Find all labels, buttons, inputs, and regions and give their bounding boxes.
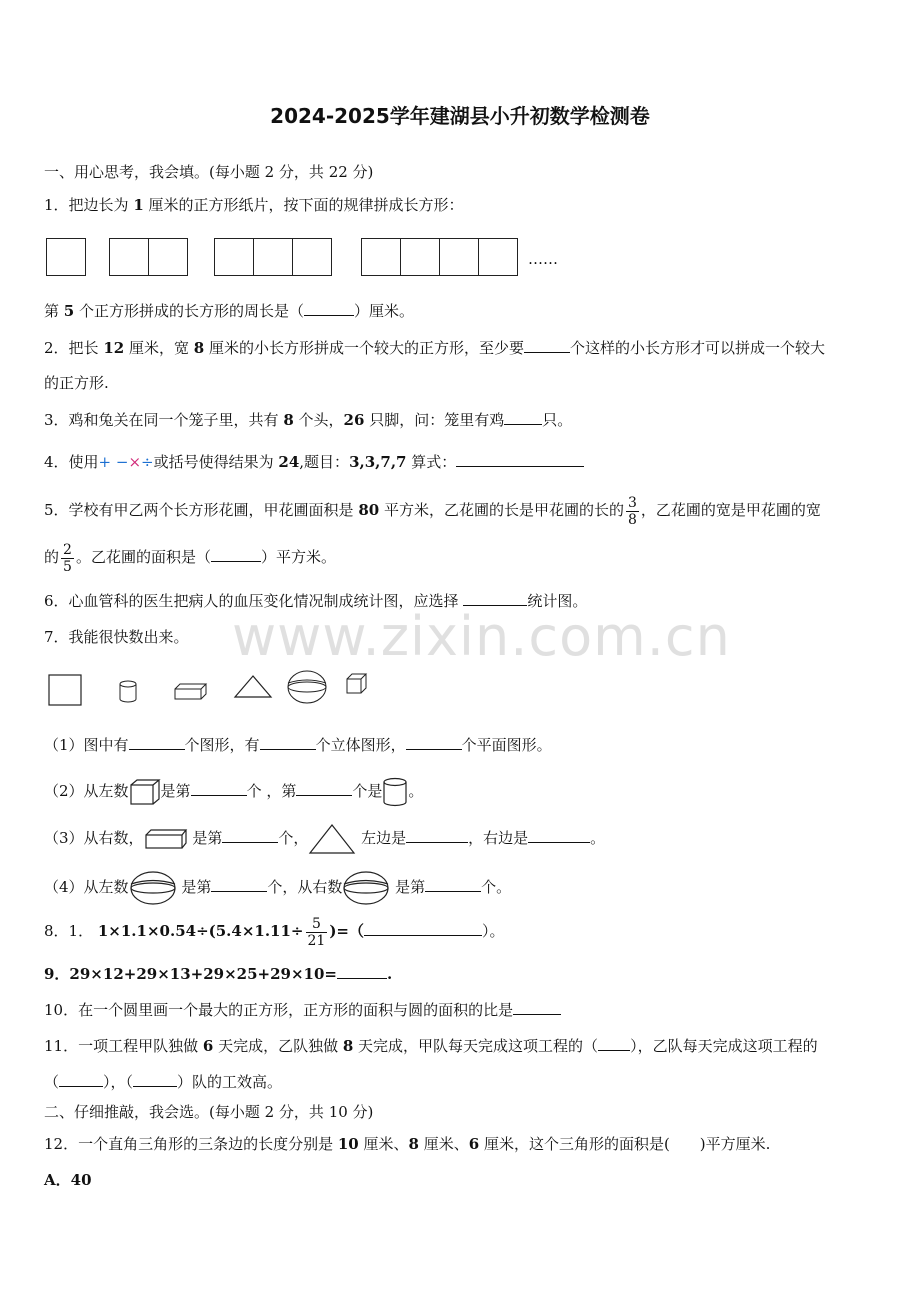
question-3: 3．鸡和兔关在同一个笼子里，共有 8 个头，26 只脚，问：笼里有鸡 只。 [44,411,573,429]
answer-blank[interactable] [222,828,278,843]
square-strip-1 [46,238,86,276]
square [253,238,293,276]
triangle-shape [235,676,271,697]
question-4: 4．使用+ −×÷或括号使得结果为 24,题目：3,3,7,7 算式： [44,452,584,472]
question-9: 9．29×12+29×13+29×25+29×10= . [44,965,393,983]
sphere-shape [288,671,326,703]
question-5-line-2: 的 $\frac{2}{5}$ 。乙花圃的面积是（ ）平方米。 [44,541,336,575]
square [361,238,401,276]
answer-blank[interactable] [304,301,354,316]
answer-blank[interactable] [406,828,468,843]
sphere-icon [129,870,177,906]
answer-blank[interactable] [296,781,352,796]
answer-blank[interactable] [337,964,387,979]
answer-blank[interactable] [364,921,482,936]
square-strip-3 [214,238,332,276]
square [400,238,440,276]
answer-blank[interactable] [133,1072,177,1087]
answer-blank[interactable] [524,338,570,353]
answer-blank[interactable] [513,1000,561,1015]
square [478,238,518,276]
cube-shape [347,674,366,693]
sphere-icon [342,870,390,906]
answer-blank[interactable] [504,410,542,425]
shapes-row [44,668,384,712]
watermark: www.zixin.com.cn [232,605,731,668]
question-12: 12．一个直角三角形的三条边的长度分别是 10 厘米、8 厘米、6 厘米，这个三角形的面积是( )平方厘米. [44,1135,771,1153]
question-7-part-3: （3）从右数， 是第 个， 左边是 ，右边是 。 [44,823,605,855]
question-6: 6．心血管科的医生把病人的血压变化情况制成统计图，应选择 统计图。 [44,592,588,610]
answer-blank[interactable] [129,735,185,750]
cylinder-icon [382,777,408,807]
cuboid-shape [175,684,206,699]
answer-blank[interactable] [528,828,590,843]
fraction: $\frac{5}{21}$ [307,915,326,949]
question-2-line-2: 的正方形. [44,374,109,392]
answer-blank[interactable] [463,591,527,606]
answer-blank[interactable] [456,452,584,467]
cylinder-shape [120,681,136,702]
question-11: 11．一项工程甲队独做 6 天完成，乙队独做 8 天完成，甲队每天完成这项工程的（ ），乙队每天完成这项工程的 [44,1037,818,1055]
answer-blank[interactable] [406,735,462,750]
question-10: 10．在一个圆里画一个最大的正方形，正方形的面积与圆的面积的比是 [44,1000,561,1020]
square [148,238,188,276]
square-shape [49,675,81,705]
question-11-line-2: （ ），（ ）队的工效高。 [44,1073,283,1091]
question-7: 7．我能很快数出来。 [44,628,189,646]
cube-icon [129,778,161,806]
square [439,238,479,276]
question-1: 1．把边长为 1 厘米的正方形纸片，按下面的规律拼成长方形： [44,196,464,214]
cuboid-icon [144,828,188,850]
square-strip-4 [361,238,518,276]
answer-blank[interactable] [191,781,247,796]
answer-blank[interactable] [211,877,267,892]
square [214,238,254,276]
ellipsis: …… [528,250,558,268]
answer-blank[interactable] [425,877,481,892]
question-2: 2．把长 12 厘米，宽 8 厘米的小长方形拼成一个较大的正方形，至少要 个这样的小长方形才可以拼成一个较大 [44,339,825,357]
question-7-part-4: （4）从左数 是第 个，从右数 是第 个。 [44,870,511,906]
square-strip-2 [109,238,188,276]
section-heading-2: 二、仔细推敲，我会选。(每小题 2 分，共 10 分) [44,1103,374,1121]
answer-blank[interactable] [260,735,316,750]
answer-blank[interactable] [598,1036,630,1051]
answer-blank[interactable] [211,547,261,562]
fraction: $\frac{2}{5}$ [63,541,72,575]
triangle-icon [308,823,356,855]
question-7-part-2: （2）从左数 是第 个 ，第 个是 。 [44,777,423,807]
question-5: 5．学校有甲乙两个长方形花圃，甲花圃面积是 80 平方米，乙花圃的长是甲花圃的长的 $\frac{3}{8}$ ，乙花圃的宽是甲花圃的宽 [44,494,821,528]
fraction: $\frac{3}{8}$ [627,494,637,528]
section-heading-1: 一、用心思考，我会填。(每小题 2 分，共 22 分) [44,163,374,181]
option-a[interactable]: A．40 [44,1171,92,1189]
question-8: 8．1． 1×1.1×0.54÷(5.4×1.11÷ $\frac{5}{21}$ )=（ ）。 [44,915,505,949]
answer-blank[interactable] [59,1072,103,1087]
question-7-part-1: （1）图中有 个图形，有 个立体图形， 个平面图形。 [44,736,552,754]
question-1-line-2: 第 5 个正方形拼成的长方形的周长是（ ）厘米。 [44,302,415,320]
square [292,238,332,276]
square [46,238,86,276]
square [109,238,149,276]
page-title: 2024-2025学年建湖县小升初数学检测卷 [270,104,650,128]
